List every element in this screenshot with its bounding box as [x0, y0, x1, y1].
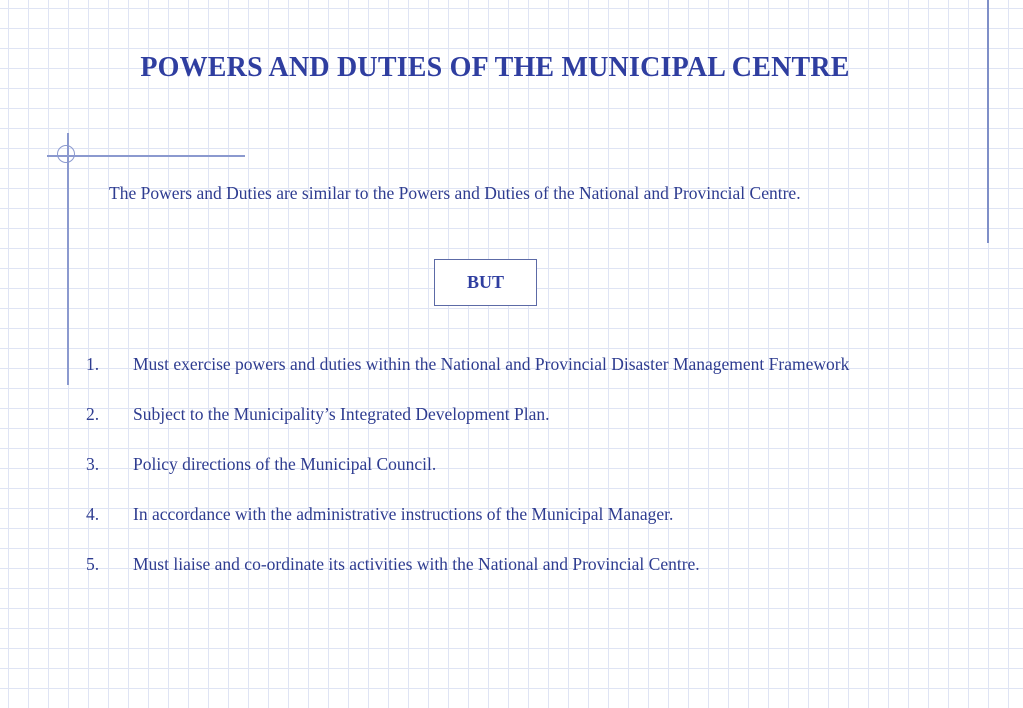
decorative-circle-icon: [57, 145, 75, 163]
list-item: [86, 552, 916, 577]
list-item: [86, 352, 916, 377]
numbered-list: [86, 352, 916, 602]
list-item-number: 5.: [86, 554, 100, 574]
list-item-text: Subject to the Municipality’s Integrated Development Plan.: [133, 404, 550, 424]
list-item-text: Must exercise powers and duties within the National and Provincial Disaster Management Framework: [133, 354, 850, 374]
right-vertical-rule: [987, 0, 989, 243]
list-item-number: 4.: [86, 504, 100, 524]
list-item: [86, 452, 916, 477]
list-item: [86, 502, 916, 527]
list-item-text: In accordance with the administrative instructions of the Municipal Manager.: [133, 504, 674, 524]
list-item-text: Policy directions of the Municipal Council.: [133, 454, 437, 474]
but-label: BUT: [466, 272, 504, 292]
slide-title: POWERS AND DUTIES OF THE MUNICIPAL CENTRE: [140, 52, 850, 83]
list-item: [86, 402, 916, 427]
but-box: [434, 259, 537, 306]
decorative-vertical-line: [67, 133, 69, 385]
intro-text: The Powers and Duties are similar to the Powers and Duties of the National and Provincial Centre.: [109, 183, 801, 203]
decorative-horizontal-line: [47, 155, 245, 157]
list-item-number: 3.: [86, 454, 100, 474]
list-item-number: 2.: [86, 404, 100, 424]
list-item-number: 1.: [86, 354, 100, 374]
list-item-text: Must liaise and co-ordinate its activities with the National and Provincial Centre.: [133, 554, 700, 574]
